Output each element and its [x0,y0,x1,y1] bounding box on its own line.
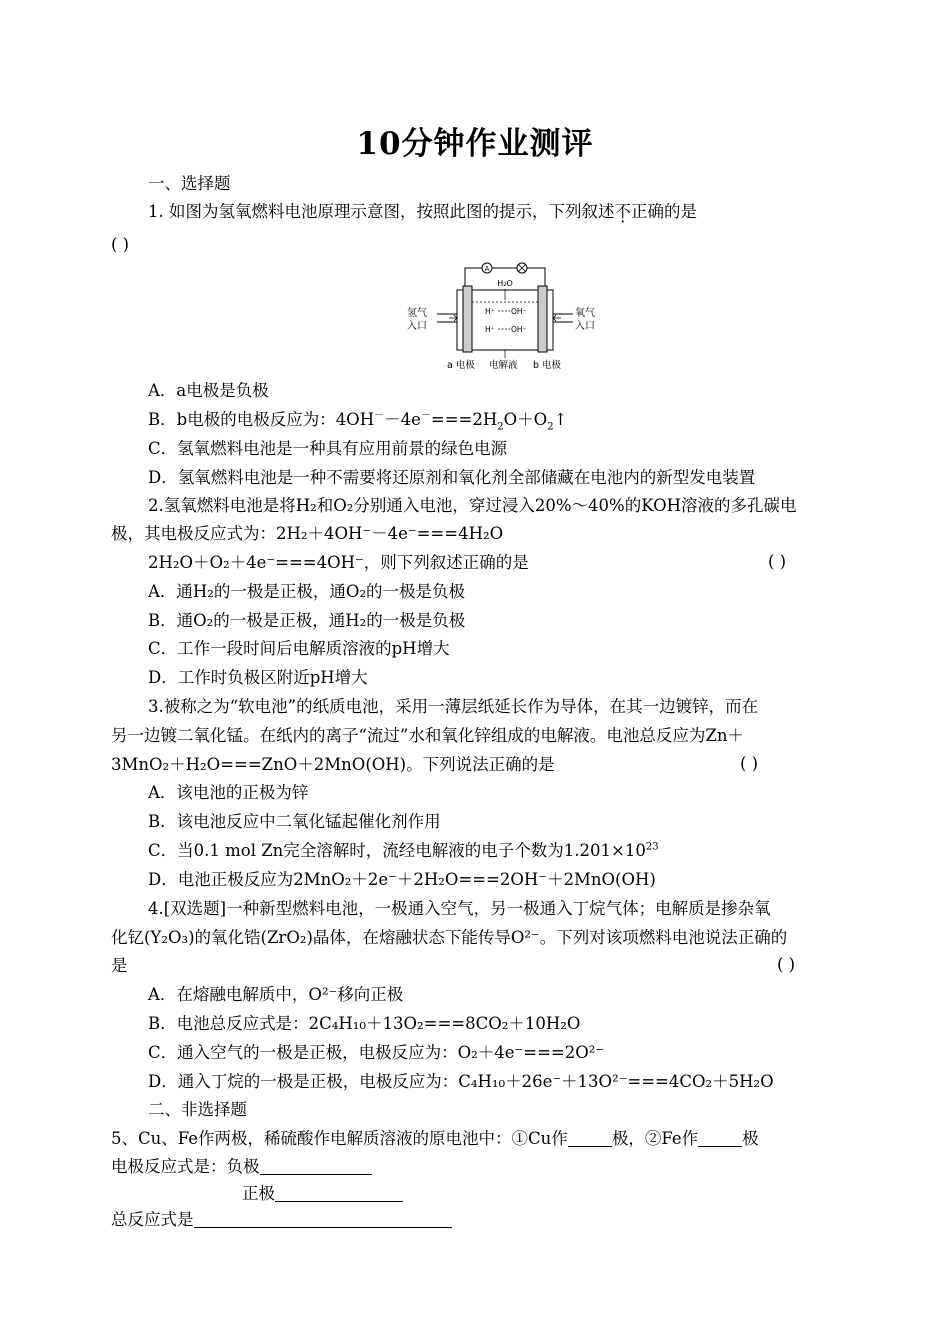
electrolyte-label: 电解液 [489,360,518,371]
q1-option-b: B．b电极的电极反应为：$4OH^--4e^-===2H_2O+O_2↑$ [148,410,568,433]
q2-stem-line2: 极，其电极反应式为：2H₂＋4OH⁻－4e⁻===4H₂O [111,524,504,543]
q4-stem-line1: 4.[双选题]一种新型燃料电池，一极通入空气，另一极通入丁烷气体；电解质是掺杂氧 [148,899,771,918]
gas-arrow-icon: ↑ [553,410,568,429]
q4-option-a: A．在熔融电解质中，O²⁻移向正极 [148,985,404,1004]
q1-answer-paren: ( ) [111,235,130,254]
section-heading-nonchoice: 二、非选择题 [148,1100,247,1119]
oxygen-inlet-label-2: 入口 [575,321,595,332]
q2-option-a: A．通H₂的一极是正极，通O₂的一极是负极 [148,582,466,601]
hydrogen-inlet-label-2: 入口 [407,321,427,332]
q4-answer-paren: ( ) [777,955,796,974]
electrode-b [538,286,547,352]
q1-option-a: A．a电极是负极 [148,381,269,400]
total-equation-blank[interactable] [194,1211,452,1228]
q1-stem: 1. 如图为氢氧燃料电池原理示意图，按照此图的提示，下列叙述不正确的是 [148,202,697,221]
q2-stem-line1: 2.氢氧燃料电池是将H₂和O₂分别通入电池，穿过浸入20%～40%的KOH溶液的多孔碳电 [148,496,797,515]
oh-label: OH⁻ [511,307,527,316]
q1-option-c: C．氢氧燃料电池是一种具有应用前景的绿色电源 [148,439,508,458]
q2-option-c: C．工作一段时间后电解质溶液的pH增大 [148,639,450,658]
q2-answer-paren: ( ) [768,552,787,571]
q2-option-d: D．工作时负极区附近pH增大 [148,668,368,687]
emphasis-dot-text: 不 [614,202,631,221]
inlet-arrow-right-icon [553,315,561,321]
oxygen-inlet-label: 氧气 [575,308,595,319]
page-title: 10分钟作业测评 [356,126,594,162]
q4-option-c: C．通入空气的一极是正极，电极反应为：O₂＋4e⁻===2O²⁻ [148,1043,605,1062]
q3-answer-paren: ( ) [740,754,759,773]
q1-option-d: D．氢氧燃料电池是一种不需要将还原剂和氧化剂全部储藏在电池内的新型发电装置 [148,468,756,487]
fuel-cell-diagram [405,262,605,372]
q4-stem-line2: 化钇(Y₂O₃)的氧化锆(ZrO₂)晶体，在熔融状态下能传导O²⁻。下列对该项燃料电池说法正确的 [111,928,788,947]
electrode-a-label: a 电极 [447,360,475,371]
q4-option-b: B．电池总反应式是：2C₄H₁₀＋13O₂===8CO₂＋10H₂O [148,1014,581,1033]
hplus-label: H⁺ [485,307,495,316]
q3-option-d: D．电池正极反应为2MnO₂＋2e⁻＋2H₂O===2OH⁻＋2MnO(OH) [148,870,656,889]
q5-positive-line: 正极 [242,1183,403,1205]
electrode-b-label: b 电极 [533,360,562,371]
q3-stem-line2: 另一边镀二氧化锰。在纸内的离子“流过”水和氧化锌组成的电解液。电池总反应为Zn＋ [111,726,744,745]
q2-stem-line3: 2H₂O＋O₂＋4e⁻===4OH⁻，则下列叙述正确的是 [148,553,529,572]
section-heading-choice: 一、选择题 [148,174,231,193]
q3-option-a: A．该电池的正极为锌 [148,783,309,802]
q5-negative-line: 电极反应式是：负极 [111,1156,372,1178]
q3-option-c: C．当0.1 mol Zn完全溶解时，流经电解液的电子个数为$1.201\times 10^{23}$ [148,841,659,860]
q4-option-d: D．通入丁烷的一极是正极，电极反应为：C₄H₁₀＋26e⁻＋13O²⁻===4CO₂＋5H₂O [148,1072,774,1091]
cu-pole-blank[interactable] [568,1130,612,1147]
q2-option-b: B．通O₂的一极是正极，通H₂的一极是负极 [148,611,466,630]
oh-label-2: OH⁻ [511,325,527,334]
q5-total-line: 总反应式是 [111,1209,452,1231]
q3-stem-line1: 3.被称之为“软电池”的纸质电池，采用一薄层纸延长作为导体，在其一边镀锌，而在 [148,697,759,716]
q5-stem: 5、Cu、Fe作两极，稀硫酸作电解质溶液的原电池中：①Cu作 极，②Fe作 极 [111,1129,759,1148]
q3-option-b: B．该电池反应中二氧化锰起催化剂作用 [148,812,441,831]
q3-stem-line3: 3MnO₂＋H₂O===ZnO＋2MnO(OH)。下列说法正确的是 [111,755,555,774]
inlet-arrow-left-icon [449,315,457,321]
hplus-label-2: H⁺ [485,325,495,334]
water-label: H₂O [497,279,513,288]
hydrogen-inlet-label: 氢气 [407,308,427,319]
fe-pole-blank[interactable] [698,1130,742,1147]
ammeter-label: A [484,265,490,273]
negative-equation-blank[interactable] [260,1158,372,1175]
positive-equation-blank[interactable] [275,1185,403,1202]
electrode-a [463,286,472,352]
q4-stem-line3: 是 [111,956,128,975]
